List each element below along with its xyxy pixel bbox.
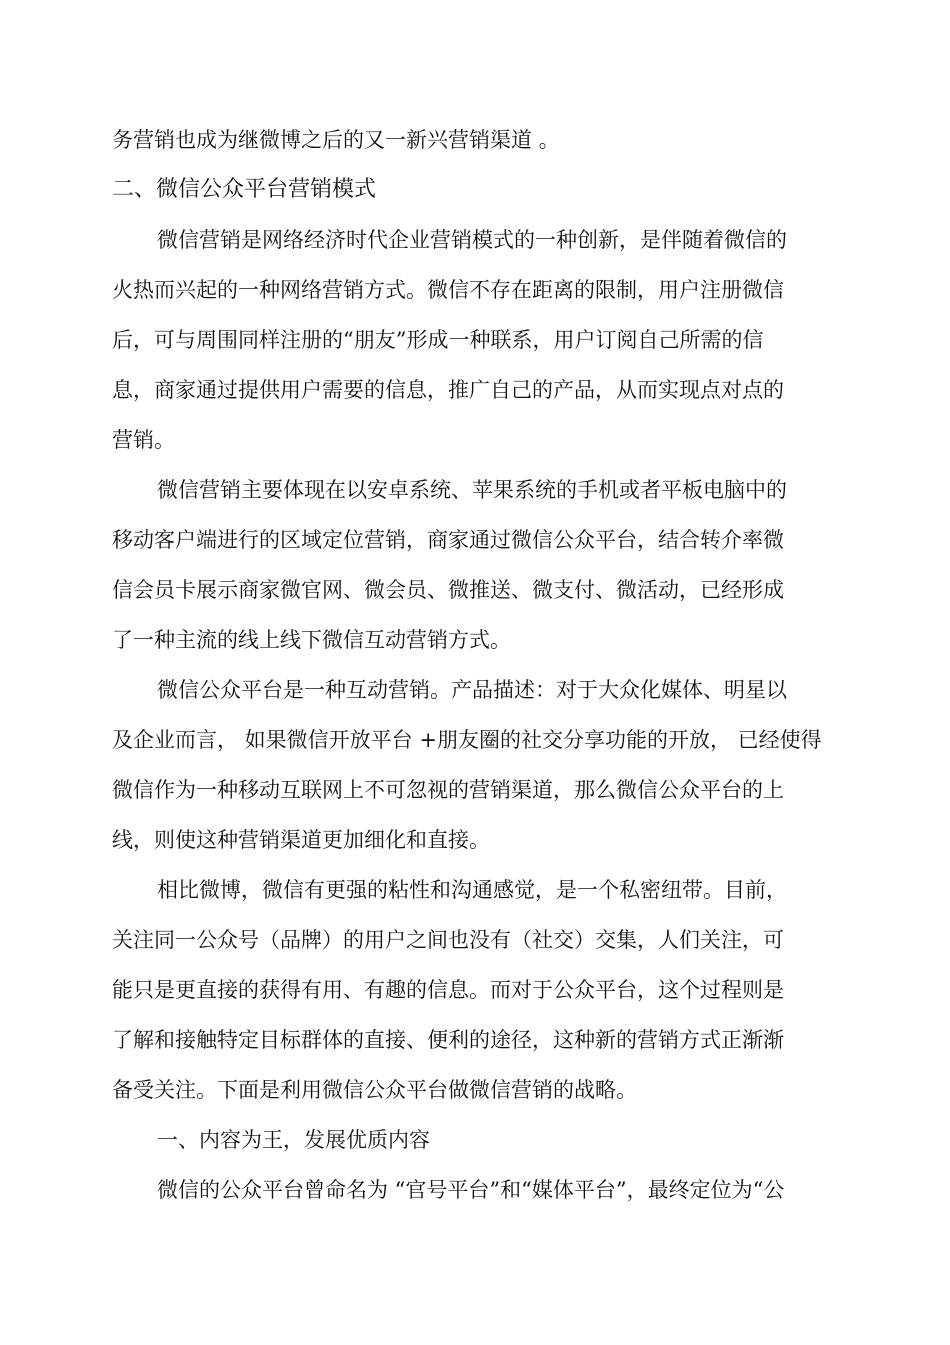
paragraph-3-line-2: 及企业而言， 如果微信开放平台 +朋友圈的社交分享功能的开放， 已经使得 xyxy=(112,728,822,752)
paragraph-4-line-4: 了解和接触特定目标群体的直接、便利的途径，这种新的营销方式正渐渐 xyxy=(112,1028,784,1052)
text-line-continuation: 务营销也成为继微博之后的又一新兴营销渠道 。 xyxy=(112,128,560,152)
paragraph-1-line-5: 营销。 xyxy=(112,428,175,452)
paragraph-1-line-1: 微信营销是网络经济时代企业营销模式的一种创新，是伴随着微信的 xyxy=(157,228,787,252)
subsection-heading: 一、内容为王，发展优质内容 xyxy=(157,1128,430,1152)
paragraph-3-line-3: 微信作为一种移动互联网上不可忽视的营销渠道，那么微信公众平台的上 xyxy=(112,778,784,802)
paragraph-2-line-4: 了一种主流的线上线下微信互动营销方式。 xyxy=(112,628,511,652)
paragraph-2-line-1: 微信营销主要体现在以安卓系统、苹果系统的手机或者平板电脑中的 xyxy=(157,478,787,502)
paragraph-1-line-3: 后，可与周围同样注册的“朋友”形成一种联系，用户订阅自己所需的信 xyxy=(112,328,764,352)
paragraph-2-line-2: 移动客户端进行的区域定位营销，商家通过微信公众平台，结合转介率微 xyxy=(112,528,784,552)
paragraph-3-line-4: 线，则使这种营销渠道更加细化和直接。 xyxy=(112,828,490,852)
paragraph-4-line-3: 能只是更直接的获得有用、有趣的信息。而对于公众平台，这个过程则是 xyxy=(112,978,784,1002)
paragraph-4-line-1: 相比微博，微信有更强的粘性和沟通感觉，是一个私密纽带。目前， xyxy=(157,878,787,902)
paragraph-4-line-2: 关注同一公众号（品牌）的用户之间也没有（社交）交集，人们关注，可 xyxy=(112,928,784,952)
paragraph-2-line-3: 信会员卡展示商家微官网、微会员、微推送、微支付、微活动，已经形成 xyxy=(112,578,784,602)
paragraph-1-line-4: 息，商家通过提供用户需要的信息，推广自己的产品，从而实现点对点的 xyxy=(112,378,784,402)
paragraph-3-line-1: 微信公众平台是一种互动营销。产品描述：对于大众化媒体、明星以 xyxy=(157,678,787,702)
section-heading: 二、微信公众平台营销模式 xyxy=(112,177,377,202)
paragraph-4-line-5: 备受关注。下面是利用微信公众平台做微信营销的战略。 xyxy=(112,1078,637,1102)
paragraph-1-line-2: 火热而兴起的一种网络营销方式。微信不存在距离的限制，用户注册微信 xyxy=(112,278,784,302)
paragraph-5-line-1: 微信的公众平台曾命名为 “官号平台”和“媒体平台”，最终定位为“公 xyxy=(157,1178,785,1202)
